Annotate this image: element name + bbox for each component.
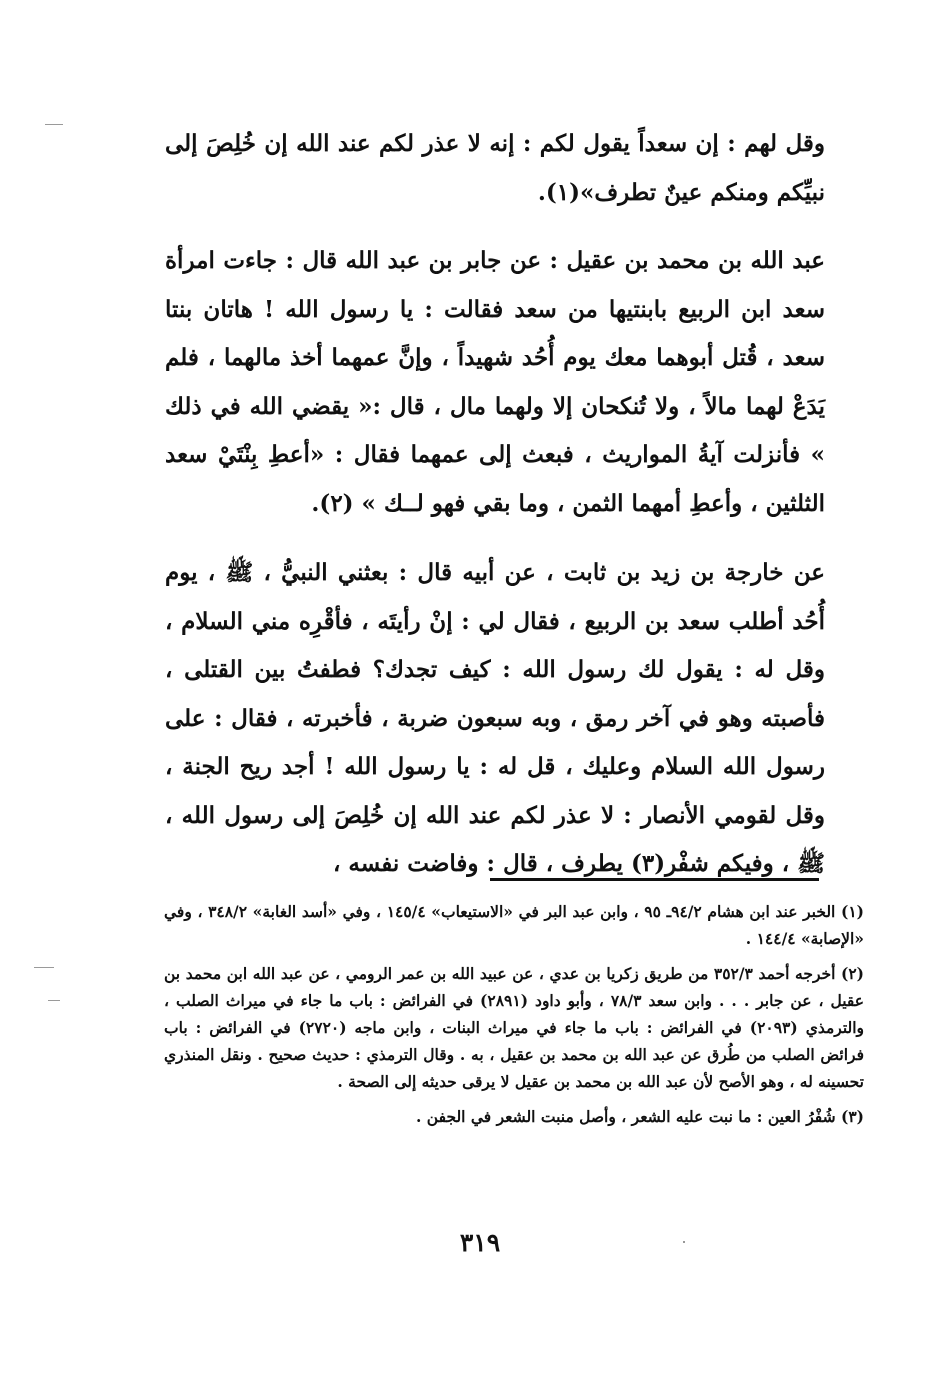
scan-speck <box>683 1241 685 1243</box>
page-number: ٣١٩ <box>459 1228 501 1257</box>
scan-mark <box>34 967 54 968</box>
footnote-3: (٣) شُفْرُ العين : ما نبت عليه الشعر ، وأصل منبت الشعر في الجفن . <box>416 1107 864 1126</box>
scan-mark <box>45 124 63 125</box>
footnotes <box>164 898 864 1138</box>
main-text-block-2 <box>165 237 825 528</box>
footnote-2: (٢) أخرجه أحمد ٣٥٢/٣ من طريق زكريا بن عدي ، عن عبيد الله بن عمر الرومي ، عن عبد الله ابن محمد بن عقيل ، عن جابر . . . وابن سعد ٧٨/٣ ، وأبو داود (٢٨٩١) في الفرائض : باب ما جاء في ميراث الصلب ، والترمذي (٢٠٩٣) في الفرائض : باب ما جاء في ميراث البنات ، وابن ماجه (٢٧٢٠) في الفرائض : باب فرائض الصلب من طُرق عن عبد الله بن محمد بن عقيل ، به . وقال الترمذي : حديث صحيح . ونقل المنذري تحسينه له ، وهو الأصح لأن عبد الله بن محمد بن عقيل لا يرقى حديثه إلى الصحة . <box>164 964 865 1091</box>
main-text-block-1 <box>165 120 825 217</box>
footnote-divider <box>490 878 819 881</box>
footnote-1: (١) الخبر عند ابن هشام ٩٤/٢ـ ٩٥ ، وابن عبد البر في «الاستيعاب» ١٤٥/٤ ، وفي «أسد الغابة» ٣٤٨/٢ ، وفي «الإصابة» ١٤٤/٤ . <box>164 902 864 948</box>
paragraph-3: عن خارجة بن زيد بن ثابت ، عن أبيه قال : بعثني النبيُّ ، ﷺ ، يوم أُحُد أطلب سعد بن الربيع ، فقال لي : إنْ رأيتَه ، فأقْرِه مني السلام ، وقل له : يقول لك رسول الله : كيف تجدك؟ فطفتُ بين القتلى ، فأصبته وهو في آخر رمق ، وبه سبعون ضربة ، فأخبرته ، فقال : على رسول الله السلام وعليك ، قل له : يا رسول الله ! أجد ريح الجنة ، وقل لقومي الأنصار : لا عذر لكم عند الله إن خُلِصَ إلى رسول الله ، ﷺ ، وفيكم شفْر(٣) يطرف ، قال : وفاضت نفسه ، <box>165 559 825 877</box>
main-text-block-3 <box>165 549 825 889</box>
scan-mark <box>48 1000 60 1001</box>
paragraph-2: عبد الله بن محمد بن عقيل : عن جابر بن عبد الله قال : جاءت امرأة سعد ابن الربيع بابنتيها من سعد فقالت : يا رسول الله ! هاتان بنتا سعد ، قُتل أبوهما معك يوم أُحُد شهيداً ، وإنَّ عمهما أخذ مالهما ، فلم يَدَعْ لهما مالاً ، ولا تُنكحان إلا ولهما مال ، قال :« يقضي الله في ذلك » فأنزلت آيةُ المواريث ، فبعث إلى عمهما فقال : «أعطِ بِنْتَيْ سعد الثلثين ، وأعطِ أمهما الثمن ، وما بقي فهو لــك » (٢). <box>165 247 825 517</box>
paragraph-1: وقل لهم : إن سعداً يقول لكم : إنه لا عذر لكم عند الله إن خُلِصَ إلى نبيِّكم ومنكم عينٌ تطرف»(١). <box>165 130 825 206</box>
